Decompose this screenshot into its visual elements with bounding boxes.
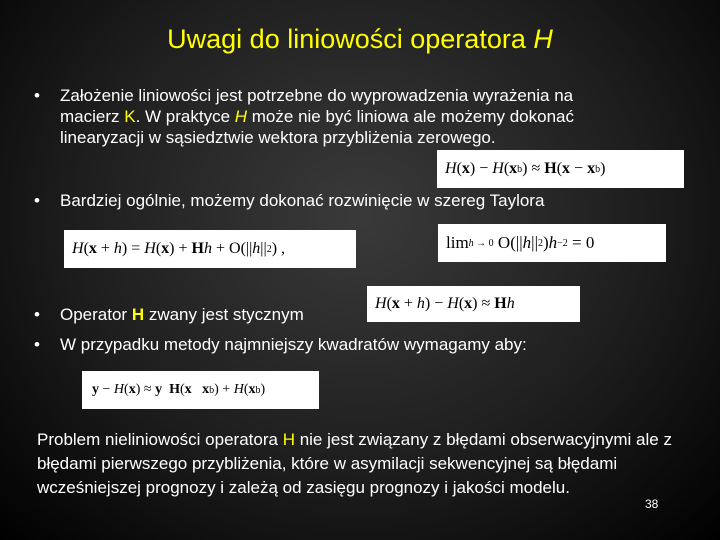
- operator-h-bold: H: [131, 305, 145, 324]
- bullet-text-b: zwany jest stycznym: [144, 305, 304, 324]
- bullet-line-3: linearyzacji w sąsiedztwie wektora przybliżenia zerowego.: [60, 128, 496, 147]
- footer-paragraph: [37, 428, 697, 500]
- bullet-line-2-a: macierz: [60, 107, 125, 126]
- slide-title-operator: H: [533, 24, 553, 54]
- equation-linearization: H ( x ) − H ( x b ) ≈ H ( x − x b ): [437, 150, 684, 188]
- slide-title: [0, 24, 720, 55]
- matrix-k: K: [124, 107, 136, 126]
- operator-h: H: [234, 107, 248, 126]
- footer-text-b: nie jest związany z błędami obserwacyjnymi ale z błędami pierwszego przybliżenia, które w asymilacji sekwencyjnej są błędami wcześniejszej prognozy i zależą od zasięgu prognozy i jakości modelu.: [37, 430, 672, 497]
- equation-tangent: H ( x + h ) − H ( x ) ≈ H h: [367, 286, 580, 322]
- bullet-text: [60, 85, 574, 148]
- footer-operator-h: H: [282, 430, 295, 449]
- bullet-line-2: [60, 106, 574, 127]
- bullet-dot: •: [34, 305, 40, 324]
- equation-limit: lim h → 0 O(|| h || 2 ) h −2 = 0: [438, 224, 666, 262]
- bullet-least-squares: [34, 334, 694, 356]
- footer-text-a: Problem nieliniowości operatora: [37, 430, 283, 449]
- bullet-text: [60, 304, 304, 325]
- bullet-dot: •: [34, 191, 40, 210]
- bullet-line-2-c: może nie być liniowa ale możemy dokonać: [247, 107, 574, 126]
- bullet-taylor: [34, 190, 694, 212]
- bullet-dot: •: [34, 335, 40, 354]
- bullet-dot: •: [34, 86, 40, 105]
- bullet-tangent-operator: [34, 304, 364, 326]
- bullet-text: Bardziej ogólnie, możemy dokonać rozwinięcie w szereg Taylora: [60, 191, 545, 210]
- bullet-linearity-assumption: [34, 85, 694, 148]
- slide-title-text: Uwagi do liniowości operatora: [167, 24, 534, 54]
- bullet-line-2-b: . W praktyce: [135, 107, 235, 126]
- bullet-text: W przypadku metody najmniejszy kwadratów wymagamy aby:: [60, 335, 527, 354]
- bullet-text-a: Operator: [60, 305, 132, 324]
- equation-least-squares: y − H ( x ) ≈ y H ( x x b ) + H ( x b ): [82, 371, 319, 409]
- bullet-line-1: Założenie liniowości jest potrzebne do wyprowadzenia wyrażenia na: [60, 86, 574, 105]
- equation-taylor-expansion: H ( x + h ) = H ( x ) + H h + O(|| h || 2 ) ,: [64, 230, 356, 268]
- page-number: 38: [645, 497, 659, 511]
